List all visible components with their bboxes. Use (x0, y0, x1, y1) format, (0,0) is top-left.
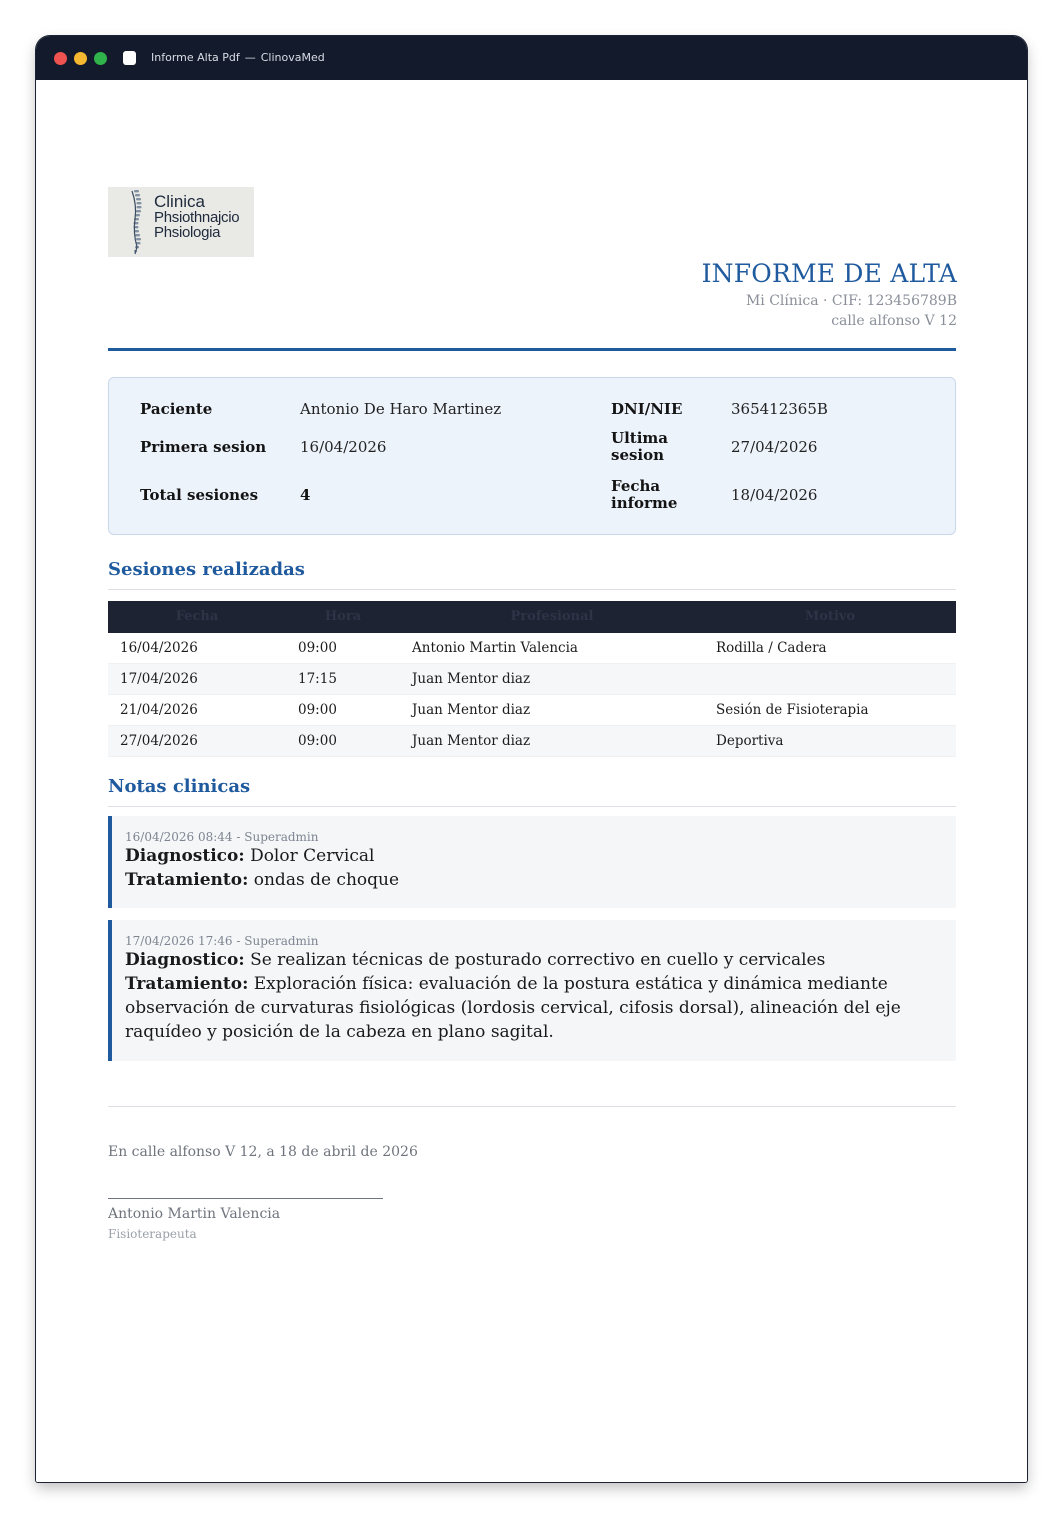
note-diagnosis (125, 844, 942, 868)
report-title: INFORME DE ALTA (701, 259, 957, 288)
cell-hora: 17:15 (298, 671, 337, 687)
cell-motivo: Rodilla / Cadera (716, 640, 827, 656)
cell-fecha: 21/04/2026 (120, 702, 198, 718)
total-sessions-value: 4 (300, 486, 311, 504)
note-treatment-label: Tratamiento: (125, 870, 249, 890)
last-session-label-line-1: Ultima (611, 429, 668, 447)
note-treatment-label: Tratamiento: (125, 974, 249, 994)
cell-profesional: Antonio Martin Valencia (412, 640, 578, 656)
document-icon (123, 51, 136, 65)
clinical-note (108, 920, 956, 1061)
note-treatment-value: Exploración física: evaluación de la postura estática y dinámica mediante observación de curvaturas fisiológicas (lordosis cervical, cifosis dorsal), alineación del eje raquídeo y posición de la cabeza en plano sagital. (125, 974, 901, 1042)
cell-fecha: 17/04/2026 (120, 671, 198, 687)
cell-motivo: Sesión de Fisioterapia (716, 702, 869, 718)
signer-name: Antonio Martin Valencia (108, 1206, 281, 1222)
dni-value: 365412365B (731, 400, 828, 418)
sessions-section-divider (108, 589, 956, 590)
column-header-profesional: Profesional (510, 609, 594, 624)
total-sessions-label: Total sesiones (140, 486, 259, 504)
logo-line-1: Clinica (154, 192, 206, 211)
signer-role: Fisioterapeuta (108, 1227, 197, 1241)
last-session-label-line-2: sesion (611, 446, 665, 464)
sessions-table (108, 601, 956, 757)
maximize-window-button[interactable] (94, 52, 107, 65)
table-row (108, 633, 956, 664)
cell-hora: 09:00 (298, 733, 337, 749)
table-row (108, 726, 956, 757)
window-title-app: ClinovaMed (260, 51, 325, 64)
clinic-address: calle alfonso V 12 (831, 313, 957, 329)
clinic-logo-text (154, 193, 239, 240)
dni-label: DNI/NIE (611, 400, 683, 418)
cell-motivo: Deportiva (716, 733, 784, 749)
sessions-section-title: Sesiones realizadas (108, 559, 305, 580)
cell-fecha: 27/04/2026 (120, 733, 198, 749)
clinic-info: Mi Clínica · CIF: 123456789B (745, 293, 957, 309)
close-window-button[interactable] (54, 52, 67, 65)
patient-name-value: Antonio De Haro Martinez (300, 400, 502, 418)
first-session-value: 16/04/2026 (300, 438, 387, 456)
report-date-label-line-1: Fecha (611, 477, 661, 495)
report-date-label (611, 478, 677, 512)
window-title-separator: — (244, 51, 256, 64)
last-session-label (611, 430, 668, 464)
place-and-date: En calle alfonso V 12, a 18 de abril de 2026 (108, 1144, 418, 1160)
cell-profesional: Juan Mentor diaz (412, 702, 531, 718)
note-treatment (125, 972, 942, 1044)
note-treatment (125, 868, 942, 892)
note-diagnosis-value: Se realizan técnicas de posturado correctivo en cuello y cervicales (250, 950, 826, 970)
cell-profesional: Juan Mentor diaz (412, 733, 531, 749)
report-date-value: 18/04/2026 (731, 486, 818, 504)
column-header-motivo: Motivo (804, 609, 856, 624)
clinic-logo (108, 187, 254, 257)
spine-icon (124, 187, 148, 257)
table-row (108, 695, 956, 726)
note-meta: 17/04/2026 17:46 - Superadmin (125, 934, 319, 948)
minimize-window-button[interactable] (74, 52, 87, 65)
signature-line (108, 1198, 383, 1199)
note-meta: 16/04/2026 08:44 - Superadmin (125, 830, 319, 844)
clinical-note (108, 816, 956, 908)
logo-line-3: Phsiologia (154, 224, 221, 241)
logo-line-2: Phsiothnajcio (154, 209, 240, 226)
note-treatment-value: ondas de choque (253, 870, 400, 890)
note-diagnosis (125, 948, 942, 972)
header-divider (108, 348, 956, 351)
window-title-document: Informe Alta Pdf (151, 51, 240, 64)
note-diagnosis-label: Diagnostico: (125, 846, 245, 866)
cell-hora: 09:00 (298, 702, 337, 718)
patient-name-label: Paciente (140, 400, 213, 418)
notes-section-divider (108, 806, 956, 807)
title-bar (36, 36, 1027, 80)
table-header (108, 601, 956, 633)
patient-summary (108, 377, 956, 535)
note-diagnosis-label: Diagnostico: (125, 950, 245, 970)
document-page (36, 80, 1027, 1482)
notes-section-title: Notas clinicas (108, 776, 251, 797)
report-date-label-line-2: informe (611, 494, 678, 512)
cell-hora: 09:00 (298, 640, 337, 656)
app-window (36, 36, 1027, 1482)
cell-profesional: Juan Mentor diaz (412, 671, 531, 687)
column-header-hora: Hora (324, 609, 362, 624)
table-row (108, 664, 956, 695)
note-diagnosis-value: Dolor Cervical (250, 846, 375, 866)
last-session-value: 27/04/2026 (731, 438, 818, 456)
footer-divider (108, 1106, 956, 1107)
cell-fecha: 16/04/2026 (120, 640, 198, 656)
column-header-fecha: Fecha (175, 609, 219, 624)
first-session-label: Primera sesion (140, 438, 267, 456)
window-title (151, 51, 325, 65)
